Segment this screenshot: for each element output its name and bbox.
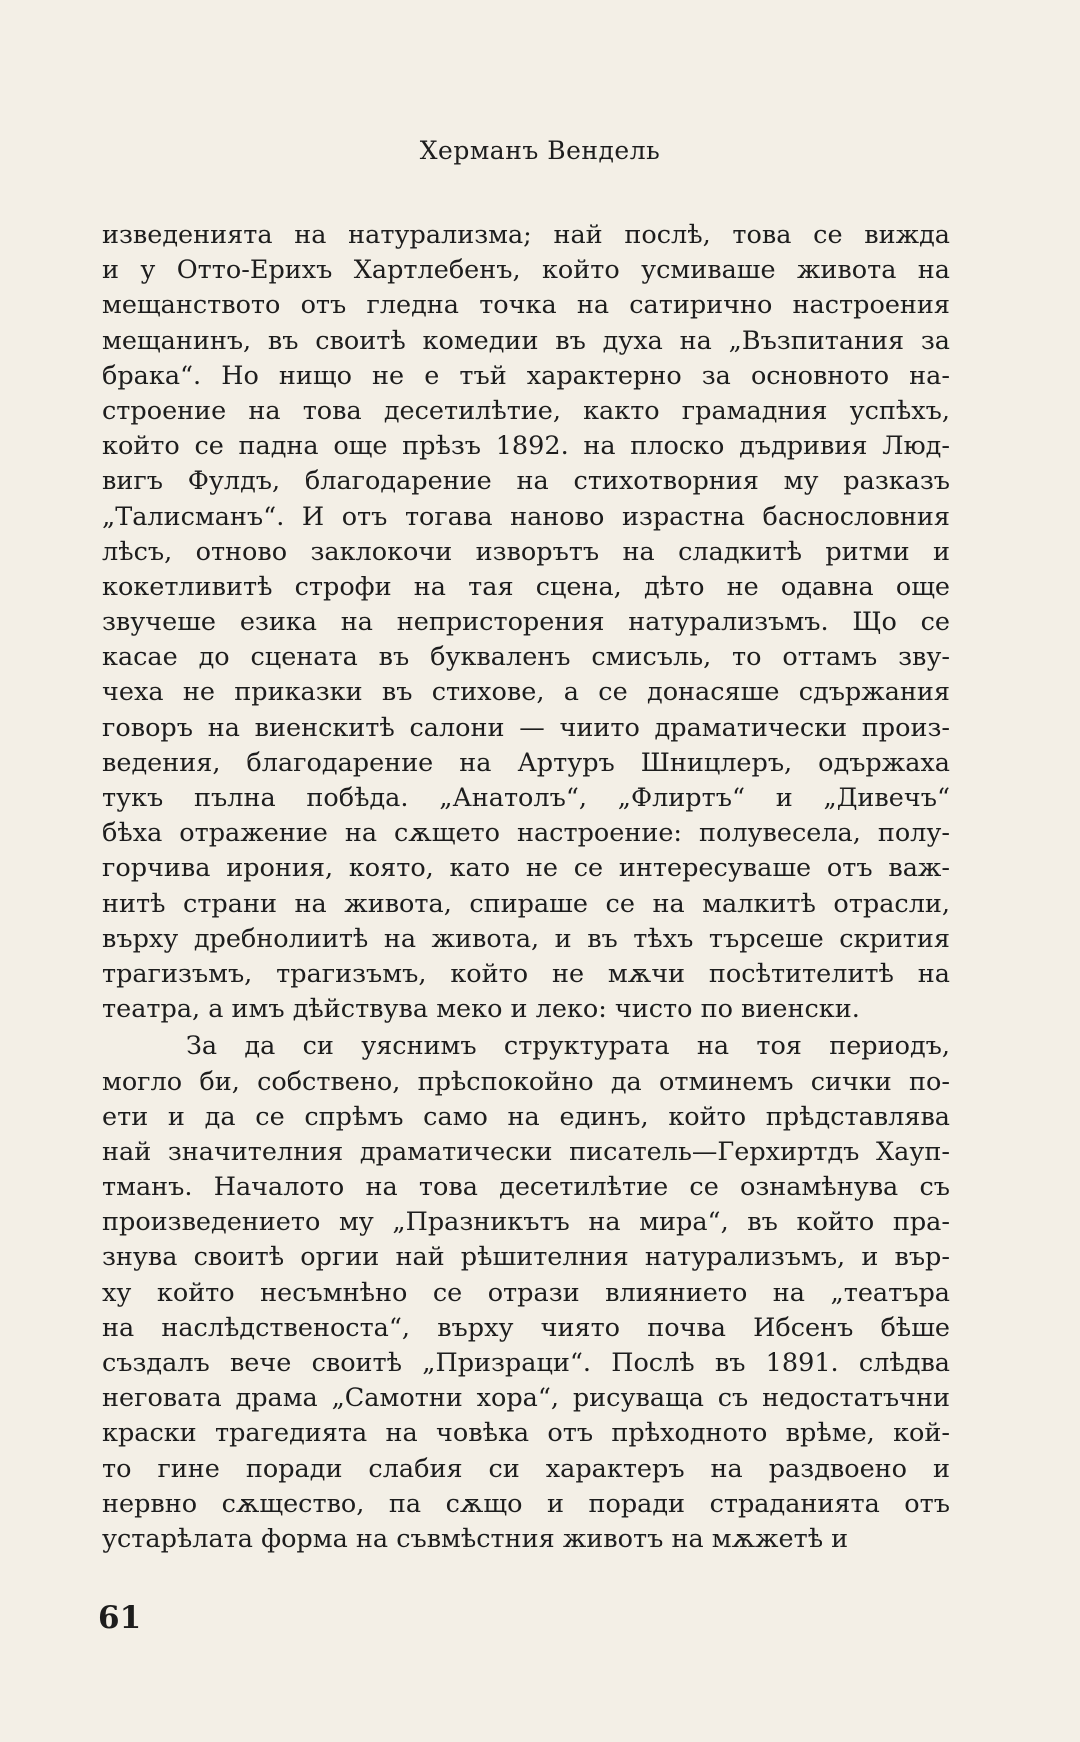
text-line: ху който несъмнѣно се отрази влиянието на „театъра	[102, 1277, 950, 1308]
text-line: чеха не приказки въ стихове, а се донасяше сдържания	[102, 677, 950, 708]
text-line: и у Отто-Ерихъ Хартлебенъ, който усмиваше живота на	[102, 255, 950, 286]
text-line: „Талисманъ“. И отъ тогава наново израстна баснословния	[102, 501, 950, 532]
text-line: ведения, благодарение на Артуръ Шницлеръ, одържаха	[102, 747, 950, 778]
text-line: устарѣлата форма на съвмѣстния животъ на мѫжетѣ и	[102, 1523, 849, 1554]
text-line: знува своитѣ оргии най рѣшителния натурализъмъ, и вър-	[102, 1242, 950, 1273]
paragraph	[102, 218, 950, 1027]
text-line: на наслѣдственостa“, върху чиято почва Ибсенъ бѣше	[102, 1312, 950, 1343]
text-line: могло би, собствено, прѣспокойно да отминемъ сички по-	[102, 1066, 950, 1097]
text-line: звучеше езика на непристорения натурализъмъ. Що се	[102, 607, 950, 638]
text-line: неговата драма „Самотни хора“, рисуваща съ недостатъчни	[102, 1383, 950, 1414]
text-line: тукъ пълна побѣда. „Анатолъ“, „Флиртъ“ и „Дивечъ“	[102, 783, 950, 813]
text-line: нервно сѫщество, па сѫщо и поради страданията отъ	[102, 1488, 950, 1519]
paragraph	[102, 1029, 950, 1557]
text-line: брака“. Но нищо не е тъй характерно за основното на-	[102, 360, 950, 391]
text-line: най значителния драматически писатель—Герхиртдъ Хауп-	[102, 1136, 950, 1167]
text-line: лѣсъ, отново заклокочи изворътъ на сладкитѣ ритми и	[102, 536, 950, 567]
text-line: горчива ирония, която, като не се интересуваше отъ важ-	[102, 853, 950, 884]
text-line: кокетливитѣ строфи на тая сцена, дѣто не одавна още	[102, 571, 950, 602]
text-line: създалъ вече своитѣ „Призраци“. Послѣ въ 1891. слѣдва	[102, 1348, 950, 1378]
text-line: то гине поради слабия си характеръ на раздвоено и	[102, 1453, 950, 1484]
text-line: мещанинъ, въ своитѣ комедии въ духа на „Възпитания за	[102, 325, 950, 356]
text-line: бѣха отражение на сѫщето настроение: полувесела, полу-	[102, 818, 950, 849]
text-line: говоръ на виенскитѣ салони — чиито драматически произ-	[102, 712, 950, 743]
text-line: мещанството отъ гледна точка на сатирично настроения	[102, 290, 950, 321]
page-number: 61	[98, 1600, 142, 1636]
text-line: произведението му „Празникътъ на мира“, въ който пра-	[102, 1207, 950, 1238]
text-line: нитѣ страни на живота, спираше се на малкитѣ отрасли,	[102, 888, 950, 919]
running-head: Херманъ Вендель	[419, 136, 661, 165]
text-line: ети и да се спрѣмъ само на единъ, който прѣдставлява	[102, 1101, 950, 1132]
text-line: вигъ Фулдъ, благодарение на стихотворния му разказъ	[102, 466, 950, 497]
text-line: касае до сцената въ букваленъ смисъль, то оттамъ зву-	[102, 642, 950, 673]
text-line: върху дребнолиитѣ на живота, и въ тѣхъ търсеше скрития	[102, 923, 950, 954]
text-line: който се падна още прѣзъ 1892. на плоско дъдривия Люд-	[102, 431, 950, 462]
text-line: трагизъмъ, трагизъмъ, който не мѫчи посѣтителитѣ на	[102, 958, 950, 989]
text-line: строение на това десетилѣтие, както грамадния успѣхъ,	[102, 395, 950, 426]
text-line: За да си уяснимъ структурата на тоя периодъ,	[186, 1031, 950, 1062]
text-line: театра, а имъ дѣйствува меко и леко: чисто по виенски.	[102, 994, 860, 1025]
text-line: краски трагедията на човѣка отъ прѣходното врѣме, кой-	[102, 1418, 950, 1449]
text-line: изведенията на натурализма; най послѣ, това се вижда	[102, 220, 950, 250]
text-line: тманъ. Началото на това десетилѣтие се ознамѣнува съ	[102, 1172, 950, 1203]
body-text	[102, 218, 950, 1557]
